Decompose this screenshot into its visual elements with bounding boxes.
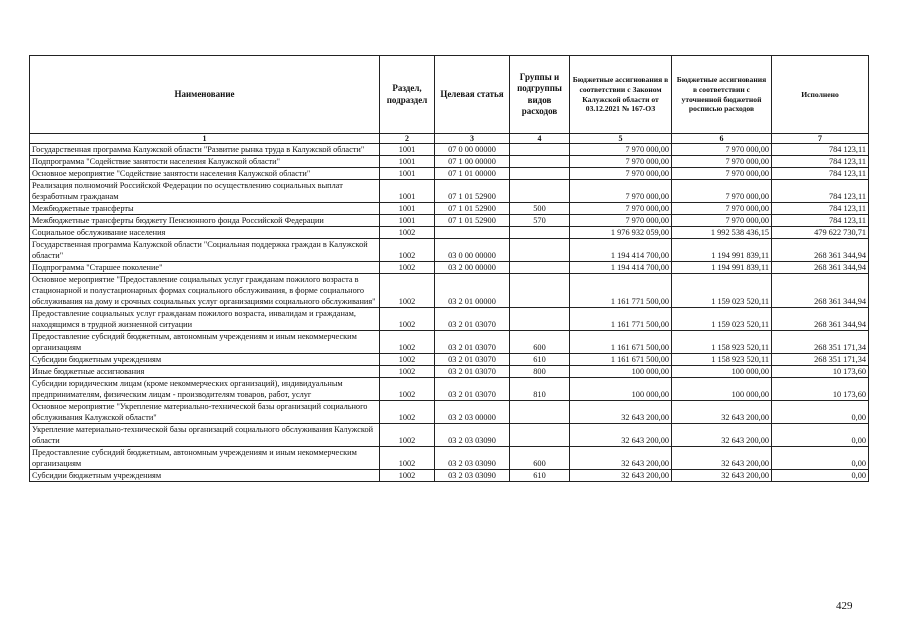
header-row [30,56,869,134]
row-executed-amount: 10 173,60 [772,366,869,378]
row-law-amount: 32 643 200,00 [570,424,672,447]
row-group: 800 [510,366,570,378]
header-group: Группы и подгруппы видов расходов [510,56,570,134]
row-executed-amount: 268 361 344,94 [772,239,869,262]
table-body [30,144,869,482]
row-executed-amount: 784 123,11 [772,180,869,203]
row-target: 03 2 00 00000 [435,262,510,274]
row-law-amount: 7 970 000,00 [570,203,672,215]
row-target: 03 0 00 00000 [435,239,510,262]
column-number-row [30,134,869,144]
row-group [510,262,570,274]
table-row [30,378,869,401]
row-law-amount: 1 161 671 500,00 [570,354,672,366]
row-refined-amount: 32 643 200,00 [672,424,772,447]
row-section: 1001 [380,180,435,203]
table-row [30,203,869,215]
table-row [30,239,869,262]
row-section: 1002 [380,239,435,262]
row-section: 1002 [380,366,435,378]
row-refined-amount: 32 643 200,00 [672,470,772,482]
row-section: 1002 [380,354,435,366]
row-section: 1002 [380,308,435,331]
row-refined-amount: 7 970 000,00 [672,156,772,168]
row-law-amount: 1 976 932 059,00 [570,227,672,239]
column-number: 3 [435,134,510,144]
row-target: 07 0 00 00000 [435,144,510,156]
table-header [30,56,869,144]
row-group [510,144,570,156]
row-target: 07 1 01 52900 [435,203,510,215]
row-law-amount: 7 970 000,00 [570,180,672,203]
row-refined-amount: 1 159 023 520,11 [672,274,772,308]
row-group: 600 [510,447,570,470]
row-executed-amount: 784 123,11 [772,203,869,215]
row-name: Социальное обслуживание населения [30,227,380,239]
row-group: 570 [510,215,570,227]
row-section: 1002 [380,424,435,447]
row-executed-amount: 0,00 [772,424,869,447]
row-group [510,308,570,331]
row-section: 1001 [380,203,435,215]
row-target: 07 1 01 52900 [435,215,510,227]
table-row [30,424,869,447]
row-refined-amount: 7 970 000,00 [672,203,772,215]
row-refined-amount: 1 194 991 839,11 [672,262,772,274]
row-target: 03 2 01 03070 [435,354,510,366]
row-target: 03 2 03 03090 [435,447,510,470]
row-name: Государственная программа Калужской области "Социальная поддержка граждан в Калужской области" [30,239,380,262]
row-name: Подпрограмма "Старшее поколение" [30,262,380,274]
row-law-amount: 7 970 000,00 [570,168,672,180]
row-refined-amount: 1 159 023 520,11 [672,308,772,331]
row-group [510,156,570,168]
row-group [510,227,570,239]
row-executed-amount: 479 622 730,71 [772,227,869,239]
row-executed-amount: 0,00 [772,447,869,470]
row-name: Основное мероприятие "Содействие занятости населения Калужской области" [30,168,380,180]
row-group: 610 [510,354,570,366]
row-name: Предоставление субсидий бюджетным, автономным учреждениям и иным некоммерческим организациям [30,331,380,354]
page-number: 429 [836,600,853,612]
table-row [30,470,869,482]
column-number: 5 [570,134,672,144]
row-law-amount: 1 194 414 700,00 [570,262,672,274]
header-section: Раздел, подраздел [380,56,435,134]
row-group [510,180,570,203]
row-refined-amount: 1 194 991 839,11 [672,239,772,262]
row-group [510,274,570,308]
row-refined-amount: 7 970 000,00 [672,180,772,203]
row-law-amount: 32 643 200,00 [570,401,672,424]
row-executed-amount: 268 351 171,34 [772,354,869,366]
table-row [30,308,869,331]
row-target: 03 2 03 03090 [435,424,510,447]
header-law-appropriations: Бюджетные ассигнования в соответствии с Законом Калужской области от 03.12.2021 № 167-ОЗ [570,56,672,134]
row-refined-amount: 32 643 200,00 [672,401,772,424]
table-row [30,366,869,378]
header-executed: Исполнено [772,56,869,134]
row-executed-amount: 268 361 344,94 [772,274,869,308]
row-target: 03 2 01 03070 [435,331,510,354]
row-target: 07 1 01 00000 [435,168,510,180]
row-executed-amount: 10 173,60 [772,378,869,401]
table-row [30,168,869,180]
column-number: 6 [672,134,772,144]
row-group: 810 [510,378,570,401]
row-executed-amount: 784 123,11 [772,144,869,156]
row-law-amount: 1 194 414 700,00 [570,239,672,262]
row-section: 1001 [380,168,435,180]
row-group: 600 [510,331,570,354]
table-row [30,401,869,424]
row-name: Иные бюджетные ассигнования [30,366,380,378]
row-executed-amount: 268 351 171,34 [772,331,869,354]
row-law-amount: 1 161 771 500,00 [570,308,672,331]
row-name: Субсидии бюджетным учреждениям [30,470,380,482]
table-row [30,227,869,239]
row-name: Межбюджетные трансферты [30,203,380,215]
row-group: 610 [510,470,570,482]
row-target: 07 1 01 52900 [435,180,510,203]
row-group [510,424,570,447]
row-refined-amount: 1 992 538 436,15 [672,227,772,239]
row-name: Подпрограмма "Содействие занятости населения Калужской области" [30,156,380,168]
row-executed-amount: 268 361 344,94 [772,308,869,331]
row-section: 1002 [380,470,435,482]
row-refined-amount: 7 970 000,00 [672,144,772,156]
row-target: 03 2 01 03070 [435,366,510,378]
row-group [510,401,570,424]
row-group [510,239,570,262]
budget-table [29,55,869,482]
row-section: 1002 [380,378,435,401]
header-refined-appropriations: Бюджетные ассигнования в соответствии с уточненной бюджетной росписью расходов [672,56,772,134]
table-row [30,156,869,168]
row-name: Субсидии бюджетным учреждениям [30,354,380,366]
row-group [510,168,570,180]
row-name: Государственная программа Калужской области "Развитие рынка труда в Калужской области" [30,144,380,156]
row-section: 1002 [380,227,435,239]
row-section: 1002 [380,274,435,308]
table-row [30,331,869,354]
row-target: 03 2 01 03070 [435,378,510,401]
row-executed-amount: 784 123,11 [772,156,869,168]
row-name: Субсидии юридическим лицам (кроме некоммерческих организаций), индивидуальным предпринимателям, физическим лицам - производителям товаров, работ, услуг [30,378,380,401]
row-law-amount: 32 643 200,00 [570,470,672,482]
table-row [30,447,869,470]
column-number: 2 [380,134,435,144]
row-target: 03 2 03 00000 [435,401,510,424]
row-name: Укрепление материально-технической базы организаций социального обслуживания Калужской области [30,424,380,447]
row-name: Реализация полномочий Российской Федерации по осуществлению социальных выплат безработным гражданам [30,180,380,203]
row-executed-amount: 784 123,11 [772,168,869,180]
row-refined-amount: 1 158 923 520,11 [672,354,772,366]
row-target: 03 2 03 03090 [435,470,510,482]
row-target [435,227,510,239]
row-law-amount: 100 000,00 [570,378,672,401]
row-executed-amount: 268 361 344,94 [772,262,869,274]
row-refined-amount: 7 970 000,00 [672,215,772,227]
row-law-amount: 32 643 200,00 [570,447,672,470]
row-executed-amount: 0,00 [772,470,869,482]
table-row [30,274,869,308]
row-group: 500 [510,203,570,215]
row-law-amount: 7 970 000,00 [570,144,672,156]
row-refined-amount: 100 000,00 [672,366,772,378]
row-executed-amount: 784 123,11 [772,215,869,227]
row-section: 1002 [380,262,435,274]
header-name: Наименование [30,56,380,134]
header-target: Целевая статья [435,56,510,134]
row-section: 1001 [380,156,435,168]
row-name: Предоставление социальных услуг гражданам пожилого возраста, инвалидам и гражданам, находящимся в трудной жизненной ситуации [30,308,380,331]
row-refined-amount: 100 000,00 [672,378,772,401]
row-refined-amount: 32 643 200,00 [672,447,772,470]
row-target: 03 2 01 03070 [435,308,510,331]
column-number: 7 [772,134,869,144]
row-law-amount: 7 970 000,00 [570,156,672,168]
table-row [30,144,869,156]
row-target: 07 1 00 00000 [435,156,510,168]
row-section: 1001 [380,215,435,227]
row-law-amount: 1 161 671 500,00 [570,331,672,354]
row-law-amount: 1 161 771 500,00 [570,274,672,308]
row-law-amount: 7 970 000,00 [570,215,672,227]
row-name: Предоставление субсидий бюджетным, автономным учреждениям и иным некоммерческим организациям [30,447,380,470]
row-section: 1002 [380,331,435,354]
table-row [30,215,869,227]
row-name: Межбюджетные трансферты бюджету Пенсионного фонда Российской Федерации [30,215,380,227]
row-refined-amount: 1 158 923 520,11 [672,331,772,354]
table-row [30,262,869,274]
row-law-amount: 100 000,00 [570,366,672,378]
column-number: 1 [30,134,380,144]
row-section: 1002 [380,401,435,424]
row-section: 1001 [380,144,435,156]
table-row [30,180,869,203]
row-name: Основное мероприятие "Предоставление социальных услуг гражданам пожилого возраста в стационарной и полустационарных формах социального обслуживания, в форме социального обслуживания на дому и срочных социальных услуг организациями социального обслуживания" [30,274,380,308]
table-row [30,354,869,366]
row-name: Основное мероприятие "Укрепление материально-технической базы организаций социального обслуживания Калужской области" [30,401,380,424]
row-refined-amount: 7 970 000,00 [672,168,772,180]
row-target: 03 2 01 00000 [435,274,510,308]
row-executed-amount: 0,00 [772,401,869,424]
row-section: 1002 [380,447,435,470]
column-number: 4 [510,134,570,144]
